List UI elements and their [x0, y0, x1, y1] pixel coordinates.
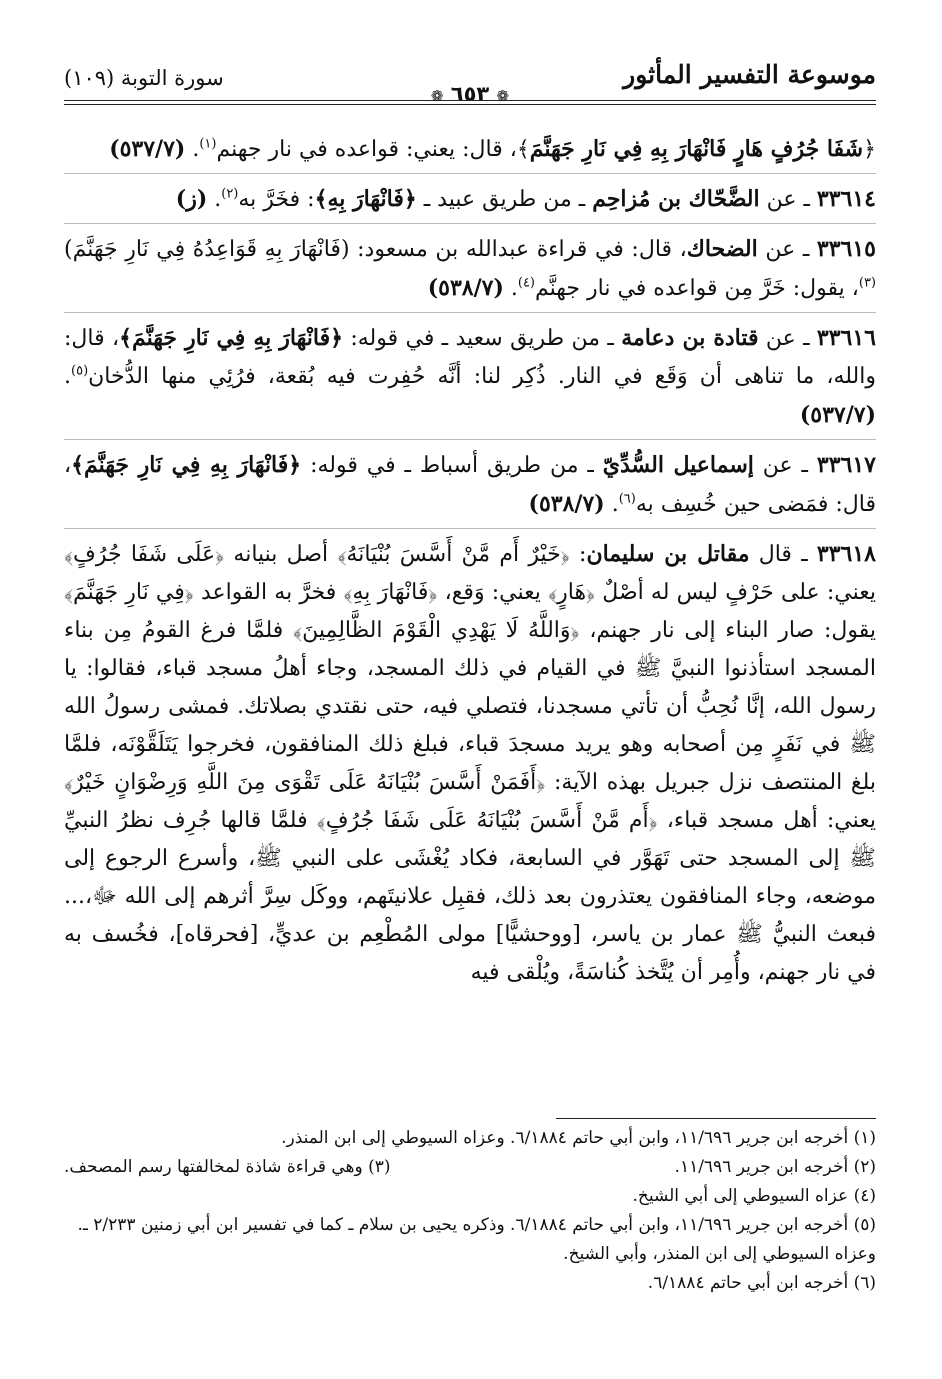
separator — [64, 528, 876, 529]
book-title: موسوعة التفسير المأثور — [623, 60, 876, 89]
header-rule — [64, 100, 876, 101]
volume-ref: (٥٣٧/٧) — [799, 402, 876, 428]
footnote-marker: (١) — [199, 136, 217, 152]
footnotes — [64, 1124, 876, 1298]
narration-number: ٣٣٦١٥ — [816, 236, 876, 262]
footnote-4: (٤) عزاه السيوطي إلى أبي الشيخ. — [632, 1186, 876, 1206]
separator — [64, 173, 876, 174]
footnote-2: (٢) أخرجه ابن جرير ١١/٦٩٦. — [674, 1157, 876, 1177]
footnote-3: (٣) وهي قراءة شاذة لمخالفتها رسم المصحف. — [64, 1157, 391, 1177]
footnote-6: (٦) أخرجه ابن أبي حاتم ٦/١٨٨٤. — [647, 1273, 876, 1293]
quran-quote: ﴿فَانْهَارَ بِهِ﴾ — [314, 186, 417, 212]
narrator-name: الضحاك — [686, 236, 758, 262]
main-text — [64, 130, 876, 994]
footnote-marker: (٦) — [618, 491, 636, 507]
narration-number: ٣٣٦١٤ — [816, 186, 876, 212]
paragraph-continuation: ﴿شَفَا جُرُفٍ هَارٍ فَانْهَارَ بِهِ فِي نَارِ جَهَنَّمَ﴾، قال: يعني: قواعده في نار جهنم$^{(١)}$. (٥٣٧/٧) — [109, 136, 876, 162]
footnote-5: (٥) أخرجه ابن جرير ١١/٦٩٦، وابن أبي حاتم ٦/١٨٨٤. وذكره يحيى بن سلام ـ كما في تفسير ابن أبي زمنين ٢/٢٣٣ ـ. وعزاه السيوطي إلى ابن المنذر، وأبي الشيخ. — [77, 1215, 876, 1264]
narration-number: ٣٣٦١٧ — [816, 452, 876, 478]
narration-33617: ٣٣٦١٧ ـ عن إسماعيل السُّدِّيّ ـ من طريق أسباط ـ في قوله: ﴿فَانْهَارَ بِهِ فِي نَارِ جَهَنَّمَ﴾، قال: فمَضى حين خُسِف به$^{(٦)}$. (٥٣٨/٧) — [64, 452, 876, 517]
narration-33614: ٣٣٦١٤ ـ عن الضَّحّاك بن مُزاحِم ـ من طريق عبيد ـ ﴿فَانْهَارَ بِهِ﴾: فخَرَّ به$^{(٢)}$. (ز) — [175, 186, 876, 212]
volume-ref: (ز) — [175, 186, 208, 212]
narration-number: ٣٣٦١٨ — [816, 541, 876, 567]
footnote-row-2-3 — [64, 1153, 876, 1182]
narration-33616: ٣٣٦١٦ ـ عن قتادة بن دعامة ـ من طريق سعيد ـ في قوله: ﴿فَانْهَارَ بِهِ فِي نَارِ جَهَنَّمَ﴾، قال: والله، ما تناهى أن وَقَع في النار. ذُكِر لنا: أنَّه حُفِرت فيه بُقعة، فرُئِي منها الدُّخان$^{(٥)}$. (٥٣٧/٧) — [64, 325, 876, 428]
surah-title: سورة التوبة (١٠٩) — [64, 66, 224, 90]
narration-text: ﴿خَيْرٌ أَم مَّنْ أَسَّسَ بُنْيَانَهُ﴾ أصل بنيانه ﴿عَلَى شَفَا جُرُفٍ﴾ يعني: على حَرْفٍ ليس له أصْلٌ ﴿هَارٍ﴾ يعني: وَقع، ﴿فَانْهَارَ بِهِ﴾ فخرَّ به القواعد ﴿فِي نَارِ جَهَنَّمَ﴾ يقول: صار البناء إلى نار جهنم، ﴿وَاللَّهُ لَا يَهْدِي الْقَوْمَ الظَّالِمِينَ﴾ فلمَّا فرغ القومُ مِن بناء المسجد استأذنوا النبيَّ ﷺ في القيام في ذلك المسجد، وجاء أهلُ مسجد قباء، فقالوا: يا رسول الله، إنَّا نُحِبُّ أن تأتي مسجدنا، فتصلي فيه، حتى نقتدي بصلاتك. فمشى رسولُ الله ﷺ في نَفَرٍ مِن أصحابه وهو يريد مسجدَ قباء، فبلغ ذلك المنافقون، فخرجوا يَتَلَقَّوْنَه، فلمَّا بلغ المنتصف نزل جبريل بهذه الآية: ﴿أَفَمَنْ أَسَّسَ بُنْيَانَهُ عَلَى تَقْوَى مِنَ اللَّهِ وَرِضْوَانٍ خَيْرٌ﴾ يعني: أهل مسجد قباء، ﴿أَم مَّنْ أَسَّسَ بُنْيَانَهُ عَلَى شَفَا جُرُفٍ﴾ فلمَّا قالها جُرِف نظرُ النبيِّ ﷺ إلى المسجد حتى تَهَوَّر في السابعة، فكاد يُغْشَى على النبي ﷺ، وأسرع الرجوع إلى موضعه، وجاء المنافقون يعتذرون بعد ذلك، فقبِل علانيتَهم، ووكَل سِرَّ أثرهم إلى الله ﷻ،... فبعث النبيُّ ﷺ عمار بن ياسر، [ووحشيًّا] مولى المُطْعِم بن عديٍّ، [فحرقاه]، فخُسف به في نار جهنم، وأُمِر أن يُتَّخذ كُناسَةً، ويُلْقى فيه — [64, 542, 877, 985]
narrator-name: مقاتل بن سليمان — [586, 541, 750, 567]
footnote-1: (١) أخرجه ابن جرير ١١/٦٩٦، وابن أبي حاتم ٦/١٨٨٤. وعزاه السيوطي إلى ابن المنذر. — [281, 1128, 876, 1148]
footnote-marker: (٢) — [221, 186, 239, 202]
narration-33615: ٣٣٦١٥ ـ عن الضحاك، قال: في قراءة عبدالله بن مسعود: (فَانْهَارَ بِهِ قَوَاعِدُهُ فِي نَارِ جَهَنَّمَ)$^{(٣)}$، يقول: خَرَّ مِن قواعده في نار جهنَّم$^{(٤)}$. (٥٣٨/٧) — [64, 236, 876, 301]
ornament-left-icon: ❁ — [430, 87, 444, 105]
footnote-rule — [556, 1118, 876, 1119]
quran-quote: شَفَا جُرُفٍ هَارٍ فَانْهَارَ بِهِ فِي نَارِ جَهَنَّمَ — [529, 136, 864, 162]
quran-quote: ﴿فَانْهَارَ بِهِ فِي نَارِ جَهَنَّمَ﴾ — [71, 452, 302, 478]
narrator-name: الضَّحّاك بن مُزاحِم — [592, 186, 760, 212]
separator — [64, 223, 876, 224]
quran-quote: ﴿فَانْهَارَ بِهِ فِي نَارِ جَهَنَّمَ﴾ — [119, 325, 343, 351]
volume-ref: (٥٣٧/٧) — [109, 136, 186, 162]
footnote-marker: (٥) — [71, 363, 89, 379]
footnote-marker: (٤) — [517, 275, 535, 291]
narration-33618: ٣٣٦١٨ ـ قال مقاتل بن سليمان: ﴿خَيْرٌ أَم مَّنْ أَسَّسَ بُنْيَانَهُ﴾ أصل بنيانه ﴿عَلَى شَفَا جُرُفٍ﴾ يعني: على حَرْفٍ ليس له أصْلٌ ﴿هَارٍ﴾ يعني: وَقع، ﴿فَانْهَارَ بِهِ﴾ فخرَّ به القواعد ﴿فِي نَارِ جَهَنَّمَ﴾ يقول: صار البناء إلى نار جهنم، ﴿وَاللَّهُ لَا يَهْدِي الْقَوْمَ الظَّالِمِينَ﴾ فلمَّا فرغ القومُ مِن بناء المسجد استأذنوا النبيَّ ﷺ في القيام في ذلك المسجد، وجاء أهلُ مسجد قباء، فقالوا: يا رسول الله، إنَّا نُحِبُّ أن تأتي مسجدنا، فتصلي فيه، حتى نقتدي بصلاتك. فمشى رسولُ الله ﷺ في نَفَرٍ مِن أصحابه وهو يريد مسجدَ قباء، فبلغ ذلك المنافقون، فخرجوا يَتَلَقَّوْنَه، فلمَّا بلغ المنتصف نزل جبريل بهذه الآية: ﴿أَفَمَنْ أَسَّسَ بُنْيَانَهُ عَلَى تَقْوَى مِنَ اللَّهِ وَرِضْوَانٍ خَيْرٌ﴾ يعني: أهل مسجد قباء، ﴿أَم مَّنْ أَسَّسَ بُنْيَانَهُ عَلَى شَفَا جُرُفٍ﴾ فلمَّا قالها جُرِف نظرُ النبيِّ ﷺ إلى المسجد حتى تَهَوَّر في السابعة، فكاد يُغْشَى على النبي ﷺ، وأسرع الرجوع إلى موضعه، وجاء المنافقون يعتذرون بعد ذلك، فقبِل علانيتَهم، ووكَل سِرَّ أثرهم إلى الله ﷻ،... فبعث النبيُّ ﷺ عمار بن ياسر، [ووحشيًّا] مولى المُطْعِم بن عديٍّ، [فحرقاه]، فخُسف به في نار جهنم، وأُمِر أن يُتَّخذ كُناسَةً، ويُلْقى فيه — [64, 541, 877, 985]
volume-ref: (٥٣٨/٧) — [427, 275, 504, 301]
volume-ref: (٥٣٨/٧) — [528, 491, 605, 517]
separator — [64, 439, 876, 440]
separator — [64, 312, 876, 313]
page-header — [64, 58, 876, 112]
ornament-right-icon: ❁ — [496, 87, 510, 105]
footnote-marker: (٣) — [858, 275, 876, 291]
page-number-text: ٦٥٣ — [450, 82, 490, 106]
header-rule-thin — [64, 104, 876, 105]
narrator-name: قتادة بن دعامة — [621, 325, 759, 351]
narrator-name: إسماعيل السُّدِّيّ — [602, 452, 754, 478]
narration-number: ٣٣٦١٦ — [816, 325, 876, 351]
